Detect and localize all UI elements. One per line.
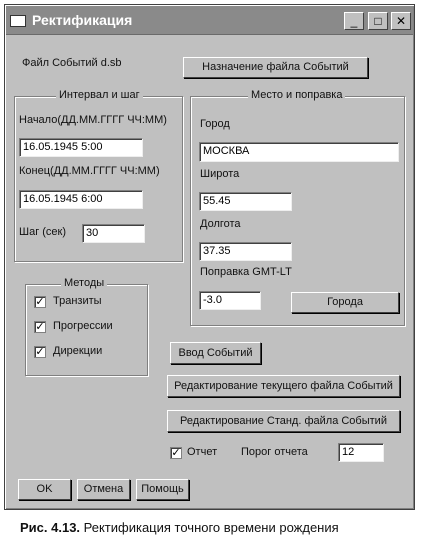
start-datetime-field[interactable]: 16.05.1945 5:00	[19, 138, 143, 157]
input-events-button[interactable]: Ввод Событий	[170, 342, 261, 364]
events-file-label: Файл Событий d.sb	[22, 57, 122, 69]
end-datetime-field[interactable]: 16.05.1945 6:00	[19, 190, 143, 209]
window-icon	[10, 15, 26, 27]
methods-group-title: Методы	[61, 277, 107, 289]
longitude-field[interactable]: 37.35	[199, 242, 292, 261]
figure-caption-text: Ректификация точного времени рождения	[80, 520, 339, 535]
end-label: Конец(ДД.ММ.ГГГГ ЧЧ:ММ)	[19, 165, 160, 177]
figure-caption	[20, 520, 339, 535]
maximize-button[interactable]: □	[368, 12, 388, 30]
latitude-label: Широта	[200, 168, 240, 180]
report-checkbox[interactable]: ✓	[171, 447, 181, 459]
progressions-label: Прогрессии	[53, 320, 113, 332]
edit-standard-events-file-button[interactable]: Редактирование Станд. файла Событий	[167, 410, 400, 432]
assign-events-file-button[interactable]: Назначение файла Событий	[183, 57, 368, 78]
latitude-field[interactable]: 55.45	[199, 192, 292, 211]
cancel-button[interactable]: Отмена	[77, 479, 130, 500]
help-button[interactable]: Помощь	[136, 479, 189, 500]
close-button[interactable]: ✕	[391, 12, 411, 30]
longitude-label: Долгота	[200, 218, 241, 230]
ok-button[interactable]: OK	[18, 479, 71, 500]
transits-checkbox[interactable]: ✓	[35, 296, 45, 308]
city-field[interactable]: МОСКВА	[199, 142, 399, 162]
directions-label: Дирекции	[53, 345, 103, 357]
gmt-correction-label: Поправка GMT-LT	[200, 266, 292, 278]
report-label: Отчет	[187, 446, 218, 458]
start-label: Начало(ДД.ММ.ГГГГ ЧЧ:ММ)	[19, 114, 167, 126]
transits-label: Транзиты	[53, 295, 102, 307]
minimize-button[interactable]: _	[344, 12, 364, 30]
interval-group-title: Интервал и шаг	[56, 89, 143, 101]
step-field[interactable]: 30	[82, 224, 145, 243]
directions-checkbox[interactable]: ✓	[35, 346, 45, 358]
step-label: Шаг (сек)	[19, 226, 67, 238]
report-threshold-label: Порог отчета	[241, 446, 308, 458]
edit-current-events-file-button[interactable]: Редактирование текущего файла Событий	[167, 375, 400, 397]
place-group-title: Место и поправка	[248, 89, 345, 101]
cities-button[interactable]: Города	[291, 292, 399, 313]
report-threshold-field[interactable]: 12	[338, 443, 384, 462]
window-title: Ректификация	[32, 12, 133, 28]
progressions-checkbox[interactable]: ✓	[35, 321, 45, 333]
gmt-correction-field[interactable]: -3.0	[199, 291, 261, 310]
figure-number: Рис. 4.13.	[20, 520, 81, 535]
city-label: Город	[200, 118, 230, 130]
